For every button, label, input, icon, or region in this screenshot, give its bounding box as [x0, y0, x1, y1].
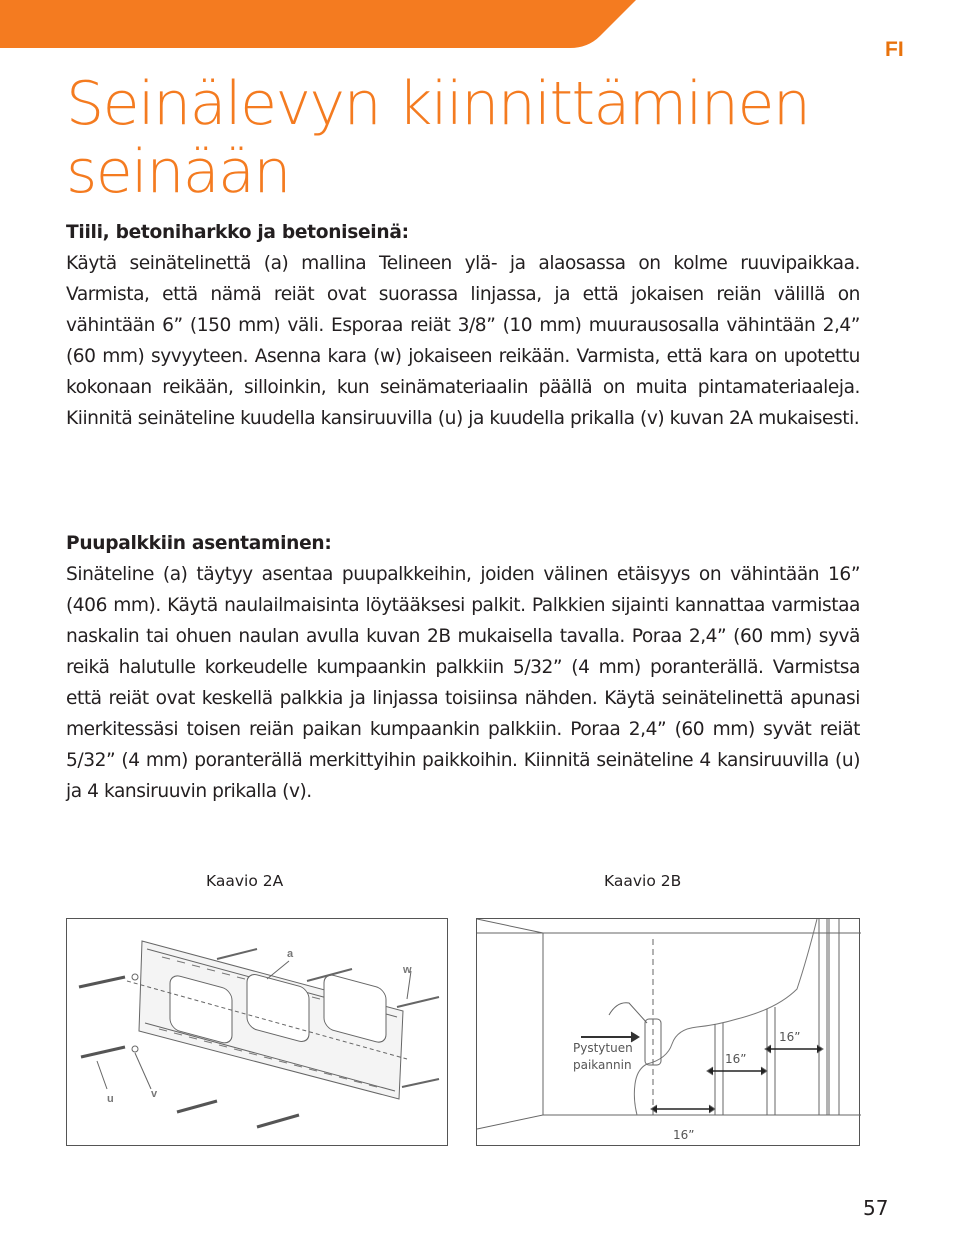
label-u: u — [107, 1093, 114, 1105]
dimension-label-bottom: 16” — [673, 1128, 695, 1142]
section-paragraph: Sinäteline (a) täytyy asentaa puupalkkeihin, joiden välinen etäisyys on vähintään 16” (406 mm). Käytä naulailmaisinta löytääksesi palkit. Palkkien sijainti kannattaa varmistaa naskalin tai ohuen naulan avulla kuvan 2B mukaisella tavalla. Poraa 2,4” (60 mm) syvä reikä halutulle korkeudelle kumpaankin palkkiin 5/32” (4 mm) poranterällä. Varmistsa että reiät ovat keskellä palkkia ja linjassa toisiinsa nähden. Käytä seinätelinettä apunasi merkitessäsi toisen reiän paikan kumpaankin palkkiin. Poraa 2,4” (60 mm) syvät reiät 5/32” (4 mm) poranterällä merkittyihin paikkoihin. Kiinnitä seinäteline 4 kansiruuvilla (u) ja 4 kansiruuvin prikalla (v). — [66, 564, 860, 802]
section-paragraph: Käytä seinätelinettä (a) mallina Telineen ylä- ja alaosassa on kolme ruuvipaikkaa. Varmista, että nämä reiät ovat suorassa linjassa, ja että jokaisen reiän välillä on vähintään 6” (150 mm) väli. Esporaa reiät 3/8” (10 mm) muurausosalla vähintään 2,4” (60 mm) syvyyteen. Asenna kara (w) jokaiseen reikään. Varmista, että kara on upotettu kokonaan reikään, silloinkin, kun seinämateriaalin päällä on muita pintamateriaaleja. Kiinnitä seinäteline kuudella kansiruuvilla (u) ja kuudella prikalla (v) kuvan 2A mukaisesti. — [66, 253, 860, 429]
stud-finder-label-line1: Pystytuen — [573, 1041, 633, 1055]
page-title: Seinälevyn kiinnittäminen seinään — [66, 69, 810, 207]
figure-2b-caption: Kaavio 2B — [604, 872, 682, 890]
dimension-label-top: 16” — [779, 1030, 801, 1044]
figure-2a-caption: Kaavio 2A — [206, 872, 284, 890]
section-heading: Puupalkkiin asentaminen: — [66, 533, 332, 554]
stud-finder-label-line2: paikannin — [573, 1058, 632, 1072]
figure-2b — [476, 918, 860, 1146]
section-wood-studs — [66, 528, 860, 807]
label-v: v — [151, 1088, 158, 1100]
figure-2a — [66, 918, 448, 1146]
dimension-label-mid: 16” — [725, 1052, 747, 1066]
label-w: w — [403, 964, 412, 976]
wall-plate-illustration — [67, 919, 449, 1147]
page-number: 57 — [863, 1196, 889, 1220]
language-code: FI — [885, 38, 904, 61]
stud-finder-illustration — [477, 919, 861, 1147]
section-heading: Tiili, betoniharkko ja betoniseinä: — [66, 222, 409, 243]
label-a: a — [287, 948, 294, 960]
section-brick-concrete — [66, 217, 860, 434]
header-bar — [0, 0, 954, 50]
